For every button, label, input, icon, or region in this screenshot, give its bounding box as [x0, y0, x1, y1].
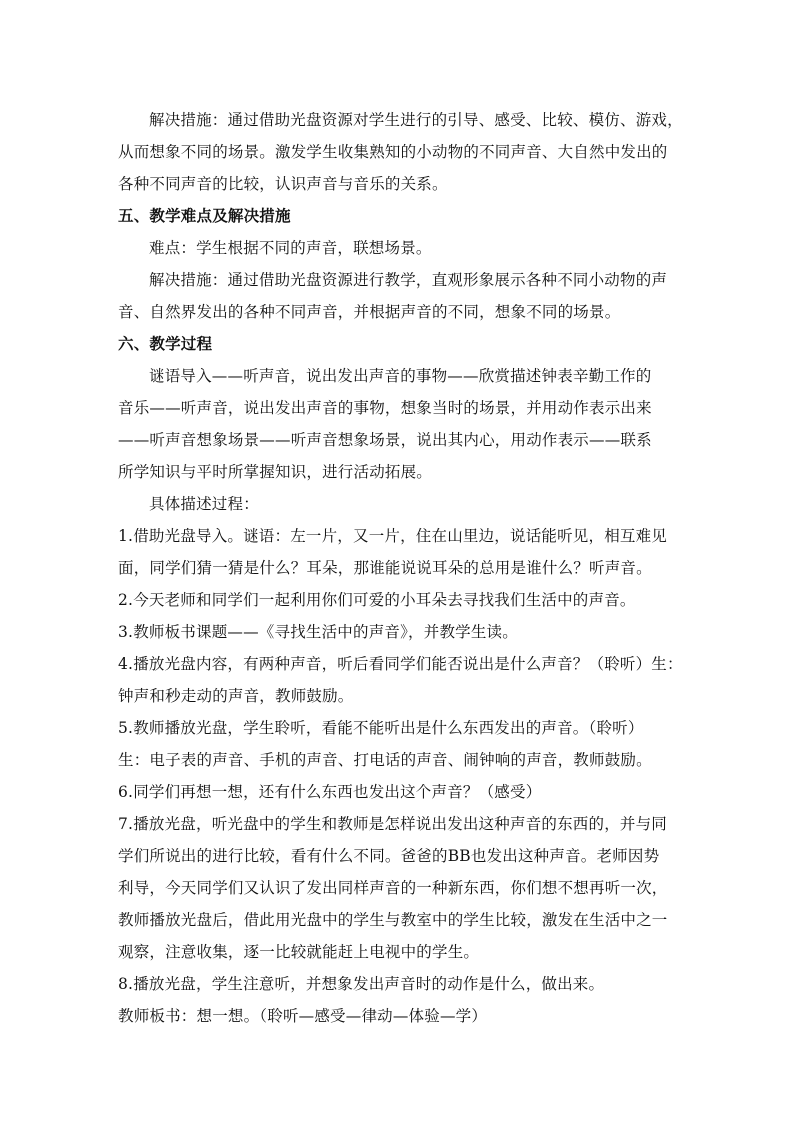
- text-line: 谜语导入——听声音，说出发出声音的事物——欣赏描述钟表辛勤工作的: [149, 367, 652, 385]
- text-line: 各种不同声音的比较，认识声音与音乐的关系。: [118, 175, 448, 193]
- section-heading: 六、教学过程: [118, 335, 213, 353]
- text-line: ——听声音想象场景——听声音想象场景，说出其内心，用动作表示——联系: [118, 431, 652, 449]
- text-line: 生：电子表的声音、手机的声音、打电话的声音、闹钟响的声音，教师鼓励。: [118, 751, 652, 769]
- text-line: 面，同学们猜一猜是什么？耳朵，那谁能说说耳朵的总用是谁什么？听声音。: [118, 559, 652, 577]
- section-heading: 五、教学难点及解决措施: [118, 207, 291, 225]
- text-line: 学们所说出的进行比较，看有什么不同。爸爸的BB也发出这种声音。老师因势: [118, 847, 660, 865]
- text-line: 解决措施：通过借助光盘资源对学生进行的引导、感受、比较、模仿、游戏，: [149, 111, 683, 129]
- text-line: 解决措施：通过借助光盘资源进行教学，直观形象展示各种不同小动物的声: [149, 271, 668, 289]
- list-item: 7.播放光盘，听光盘中的学生和教师是怎样说出发出这种声音的东西的，并与同: [118, 815, 667, 833]
- text-line: 音、自然界发出的各种不同声音，并根据声音的不同，想象不同的场景。: [118, 303, 621, 321]
- list-item: 2.今天老师和同学们一起利用你们可爱的小耳朵去寻找我们生活中的声音。: [118, 591, 636, 609]
- text-line: 教师播放光盘后，借此用光盘中的学生与教室中的学生比较，激发在生活中之一: [118, 911, 668, 929]
- list-item: 1.借助光盘导入。谜语：左一片，又一片，住在山里边，说话能听见，相互难见: [118, 527, 667, 545]
- list-item: 6.同学们再想一想，还有什么东西也发出这个声音？（感受）: [118, 783, 542, 801]
- text-line: 利导，今天同学们又认识了发出同样声音的一种新东西，你们想不想再听一次，: [118, 879, 668, 897]
- text-line: 教师板书：想一想。（聆听—感受—律动—体验—学）: [118, 1007, 488, 1025]
- text-line: 难点：学生根据不同的声音，联想场景。: [149, 239, 432, 257]
- text-line: 具体描述过程：: [149, 495, 259, 513]
- text-line: 所学知识与平时所掌握知识，进行活动拓展。: [118, 463, 433, 481]
- text-line: 从而想象不同的场景。激发学生收集熟知的小动物的不同声音、大自然中发出的: [118, 143, 668, 161]
- list-item: 8.播放光盘，学生注意听，并想象发出声音时的动作是什么，做出来。: [118, 975, 605, 993]
- text-line: 观察，注意收集，逐一比较就能赶上电视中的学生。: [118, 943, 480, 961]
- list-item: 3.教师板书课题——《寻找生活中的声音》，并教学生读。: [118, 623, 518, 641]
- text-line: 音乐——听声音，说出发出声音的事物，想象当时的场景，并用动作表示出来: [118, 399, 652, 417]
- text-line: 钟声和秒走动的声音，教师鼓励。: [118, 687, 354, 705]
- list-item: 4.播放光盘内容，有两种声音，听后看同学们能否说出是什么声音？（聆听）生：: [118, 655, 683, 673]
- list-item: 5.教师播放光盘，学生聆听，看能不能听出是什么东西发出的声音。（聆听）: [118, 719, 644, 737]
